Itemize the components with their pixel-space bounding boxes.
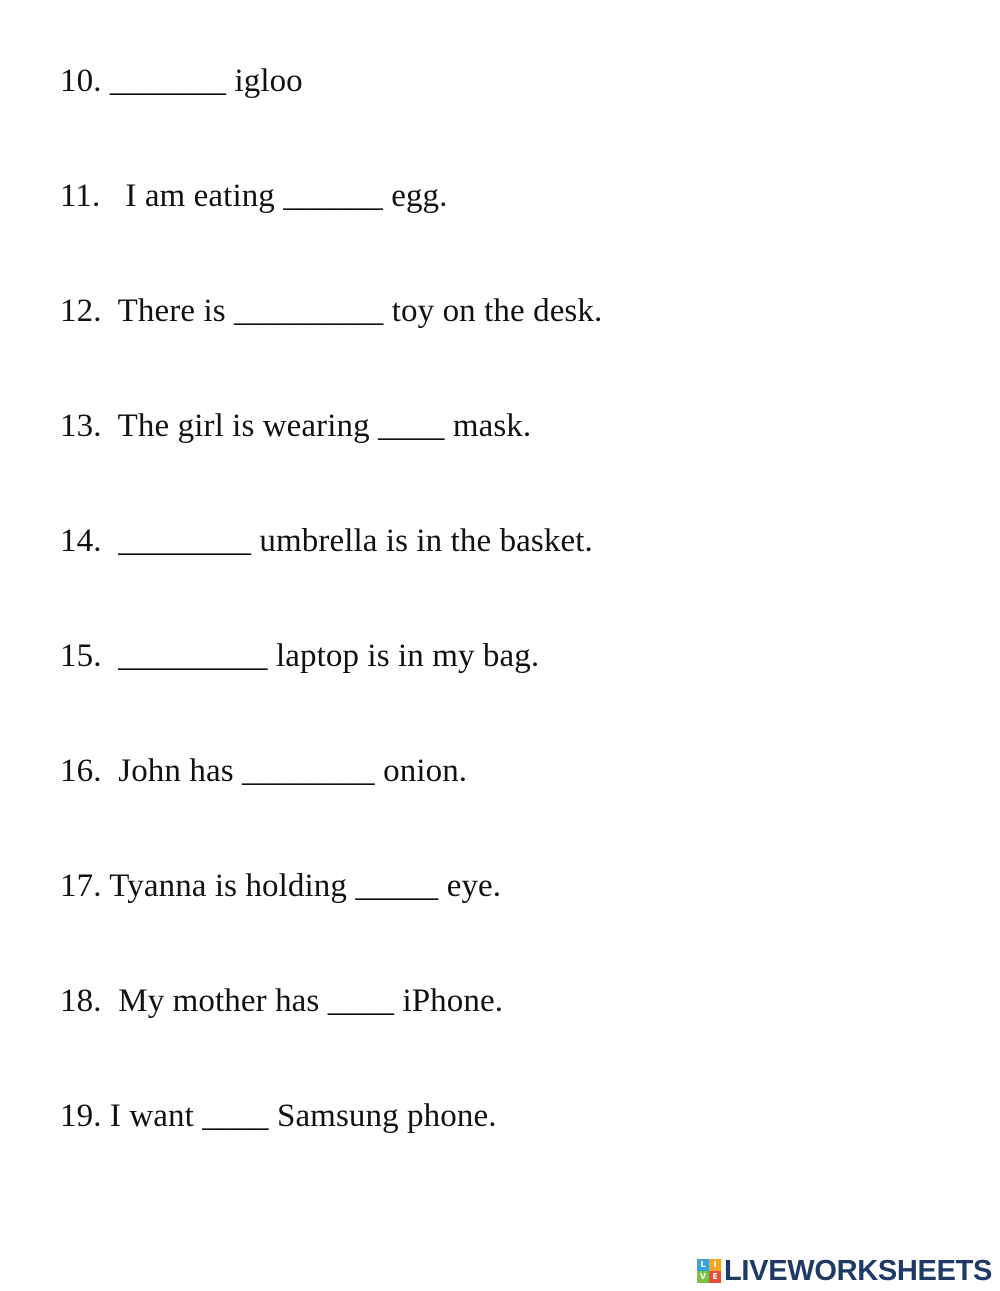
logo-letter-v: V	[697, 1271, 709, 1283]
question-11: 11. I am eating ______ egg.	[60, 178, 448, 214]
logo-letter-l: L	[697, 1259, 709, 1271]
question-14: 14. ________ umbrella is in the basket.	[60, 523, 593, 559]
question-10: 10. _______ igloo	[60, 63, 303, 99]
question-18: 18. My mother has ____ iPhone.	[60, 983, 504, 1019]
liveworksheets-brand	[697, 1256, 992, 1286]
question-13: 13. The girl is wearing ____ mask.	[60, 408, 532, 444]
brand-name: LIVEWORKSHEETS	[724, 1255, 993, 1287]
liveworksheets-logo-icon	[697, 1259, 721, 1283]
logo-letter-i: I	[709, 1259, 721, 1271]
logo-letter-e: E	[709, 1271, 721, 1283]
question-15: 15. _________ laptop is in my bag.	[60, 638, 540, 674]
question-16: 16. John has ________ onion.	[60, 753, 468, 789]
question-17: 17. Tyanna is holding _____ eye.	[60, 868, 502, 904]
question-12: 12. There is _________ toy on the desk.	[60, 293, 603, 329]
question-19: 19. I want ____ Samsung phone.	[60, 1098, 497, 1134]
